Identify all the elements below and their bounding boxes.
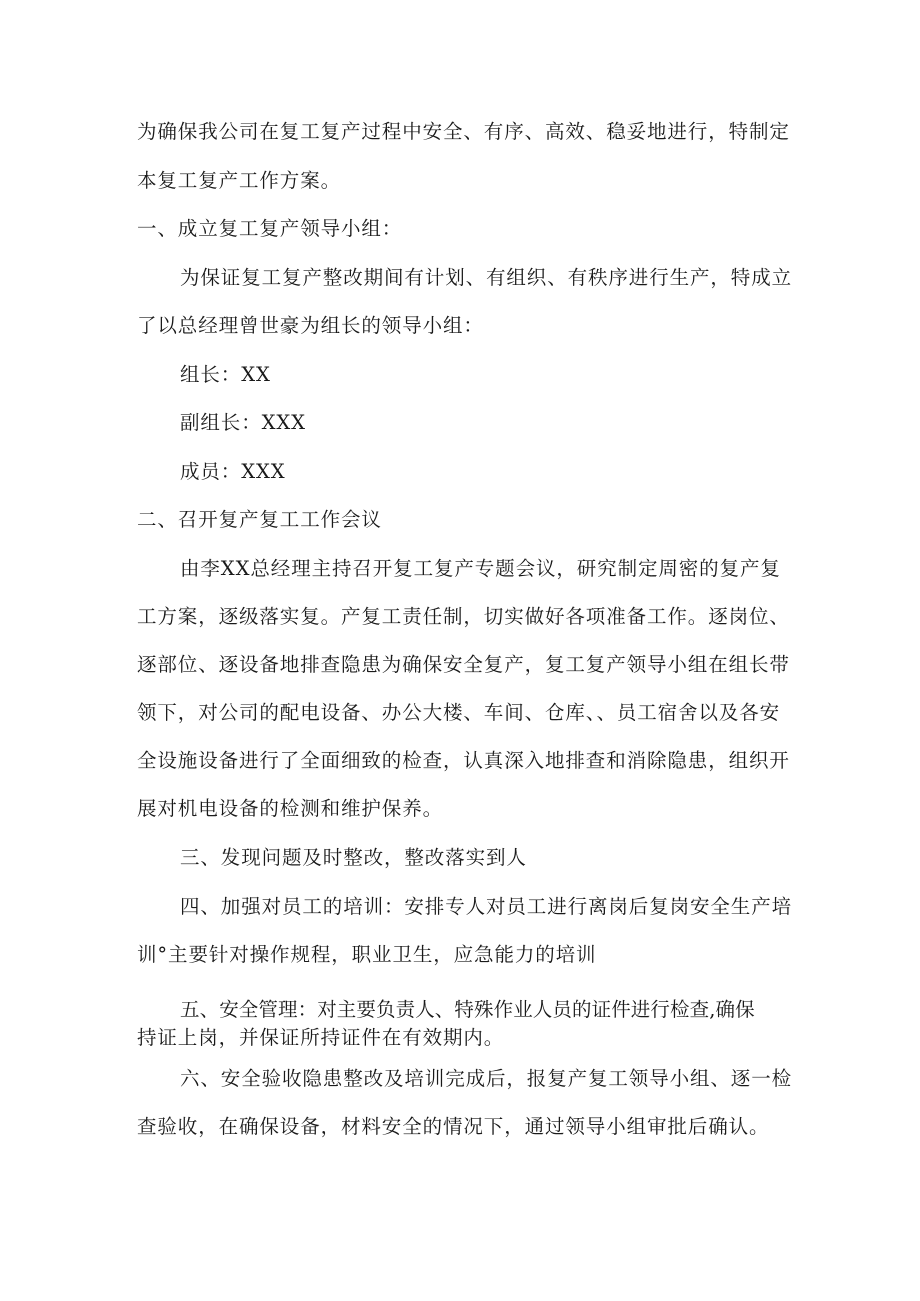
section3-heading: 三、发现问题及时整改，整改落实到人: [180, 846, 527, 869]
section1-body-line-2: 了以总经理曾世豪为组长的领导小组：: [137, 314, 484, 337]
members-line: 成员：XXX: [180, 460, 286, 483]
section2-body-line-6: 展对机电设备的检测和维护保养。: [137, 797, 444, 820]
section1-heading: 一、成立复工复产领导小组：: [137, 217, 403, 240]
section2-body-line-4: 领下，对公司的配电设备、办公大楼、车间、仓库、、员工宿舍以及各安: [137, 701, 781, 724]
intro-line-1: 为确保我公司在复工复产过程中安全、有序、高效、稳妥地进行，特制定: [137, 120, 790, 143]
section1-body-line-1: 为保证复工复产整改期间有计划、有组织、有秩序进行生产，特成立: [180, 266, 793, 289]
section2-body-line-5: 全设施设备进行了全面细致的检查，认真深入地排查和消除隐患，组织开: [137, 749, 790, 772]
section6-line-2: 查验收，在确保设备，材料安全的情况下，通过领导小组审批后确认。: [137, 1115, 770, 1138]
intro-line-2: 本复工复产工作方案。: [137, 169, 342, 192]
section5-line-2: 持证上岗，并保证所持证件在有效期内。: [137, 1026, 505, 1049]
section4-line-1: 四、加强对员工的培训：安排专人对员工进行离岗后复岗安全生产培: [180, 895, 793, 918]
section6-line-1: 六、安全验收隐患整改及培训完成后，报复产复工领导小组、逐一检: [180, 1067, 793, 1090]
section5-line-1: 五、安全管理：对主要负责人、特殊作业人员的证件进行检查,确保: [180, 998, 755, 1021]
section4-line-2: 训°主要针对操作规程，职业卫生，应急能力的培训: [137, 943, 597, 966]
section2-body-line-3: 逐部位、逐设备地排查隐患为确保安全复产，复工复产领导小组在组长带: [137, 653, 790, 676]
leader-line: 组长：XX: [180, 363, 271, 386]
deputy-line: 副组长：XXX: [180, 411, 306, 434]
section2-heading: 二、召开复产复工工作会议: [137, 508, 382, 531]
section2-body-line-2: 工方案，逐级落实复。产复工责任制，切实做好各项准备工作。逐岗位、: [137, 605, 790, 628]
section2-body-line-1: 由李XX总经理主持召开复工复产专题会议，研究制定周密的复产复: [180, 557, 781, 580]
